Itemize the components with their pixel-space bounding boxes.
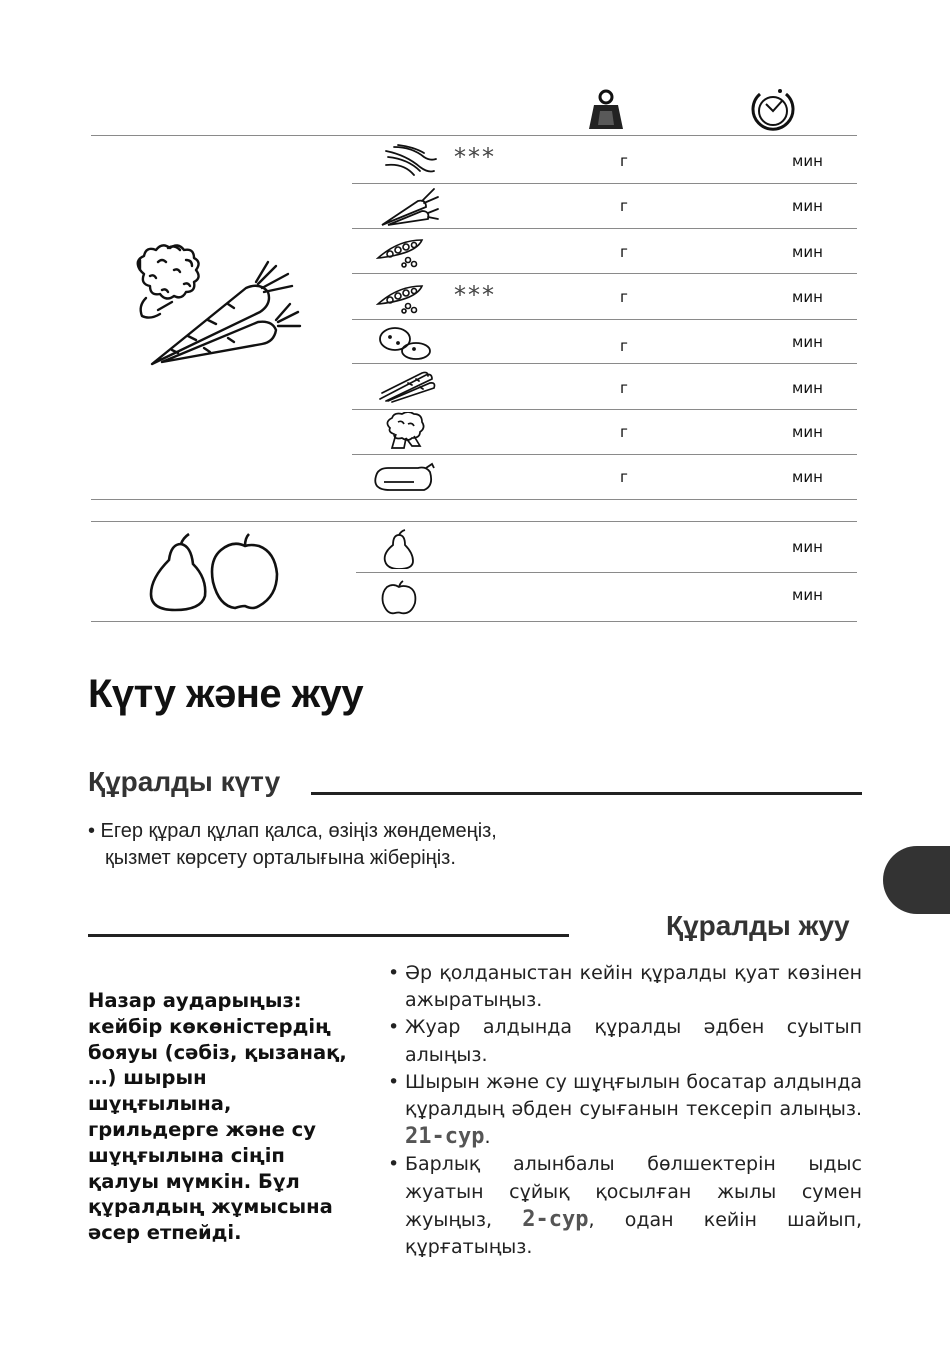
asparagus-icon (378, 369, 438, 403)
list-item-tail: . (484, 1126, 491, 1149)
time-unit: мин (792, 288, 823, 306)
fruits-section-top (91, 521, 857, 522)
weight-unit: г (620, 423, 628, 441)
time-unit: мин (792, 468, 823, 486)
table-bottom-border (91, 621, 857, 622)
row-divider (352, 363, 857, 364)
time-unit: мин (792, 586, 823, 604)
warning-body: кейбір көкөністердің бояуы (сәбіз, қызанақ, …) шырын шұңғылына, грильдерге және су шұңғылына сіңіп қалуы мүмкін. Бұл құралдың жұмысына әсер етпейді. (88, 1014, 347, 1245)
clock-icon (750, 86, 796, 132)
time-unit: мин (792, 152, 823, 170)
row-divider (352, 454, 857, 455)
page-title: Күту және жуу (88, 672, 364, 716)
weight-unit: г (620, 288, 628, 306)
table-top-border (91, 135, 857, 136)
list-item-text: Жуар алдында құралды әдбен суытып алыңыз. (405, 1016, 862, 1066)
frozen-peas-icon (376, 282, 428, 314)
row-divider (352, 409, 857, 410)
frozen-stars-2: *** (454, 281, 496, 309)
time-unit: мин (792, 423, 823, 441)
list-item (388, 1151, 862, 1261)
care-heading: Құралды күту (88, 766, 281, 797)
green-beans-icon (384, 143, 438, 179)
broccoli-icon (384, 412, 426, 452)
time-unit: мин (792, 333, 823, 351)
wash-heading: Құралды жуу (666, 910, 850, 941)
row-divider (356, 572, 857, 573)
chapter-tab (883, 846, 950, 914)
weight-unit: г (620, 379, 628, 397)
weight-unit: г (620, 197, 628, 215)
list-item-text: Әр қолданыстан кейін құралды қуат көзінен ажыратыңыз. (405, 962, 862, 1012)
warning-lead: Назар аударыңыз: (88, 989, 302, 1012)
row-divider (352, 319, 857, 320)
vegetables-section-bottom (91, 499, 857, 500)
carrots-icon (380, 187, 440, 227)
potatoes-icon (378, 325, 432, 361)
list-item (388, 1014, 862, 1068)
warning-note (88, 988, 348, 1246)
wash-heading-rule (88, 934, 569, 937)
row-divider (352, 183, 857, 184)
peas-icon (376, 236, 428, 268)
fruits-illustration-icon (145, 532, 290, 612)
time-unit: мин (792, 538, 823, 556)
list-item (388, 1069, 862, 1152)
frozen-stars-1: *** (454, 143, 496, 171)
care-bullet-line-1: • Егер құрал құлап қалса, өзіңіз жөндемеңіз, (88, 820, 497, 842)
care-heading-rule (311, 792, 862, 795)
figure-ref: 21-сур (405, 1124, 485, 1150)
care-bullet-line-2: қызмет көрсету орталығына жіберіңіз. (105, 847, 456, 869)
weight-icon (587, 87, 625, 131)
zucchini-icon (370, 462, 436, 494)
time-unit: мин (792, 197, 823, 215)
weight-unit: г (620, 243, 628, 261)
figure-ref: 2-сур (522, 1206, 589, 1232)
row-divider (352, 228, 857, 229)
pear-icon (382, 529, 416, 569)
weight-unit: г (620, 337, 628, 355)
list-item-text: Барлық алынбалы бөлшектерін ыдыс жуатын сұйық қосылған жылы сумен жуыңыз, (405, 1153, 862, 1231)
weight-unit: г (620, 152, 628, 170)
apple-icon (380, 579, 418, 615)
weight-unit: г (620, 468, 628, 486)
vegetables-illustration-icon (128, 240, 303, 372)
wash-instructions-list (388, 960, 862, 1261)
list-item (388, 960, 862, 1014)
row-divider (352, 273, 857, 274)
list-item-text: Шырын және су шұңғылын босатар алдында құралдың әбден суығанын тексеріп алыңыз. (405, 1070, 862, 1121)
list-item-tail: , одан кейін шайып, құрғатыңыз. (405, 1208, 862, 1259)
time-unit: мин (792, 379, 823, 397)
time-unit: мин (792, 243, 823, 261)
